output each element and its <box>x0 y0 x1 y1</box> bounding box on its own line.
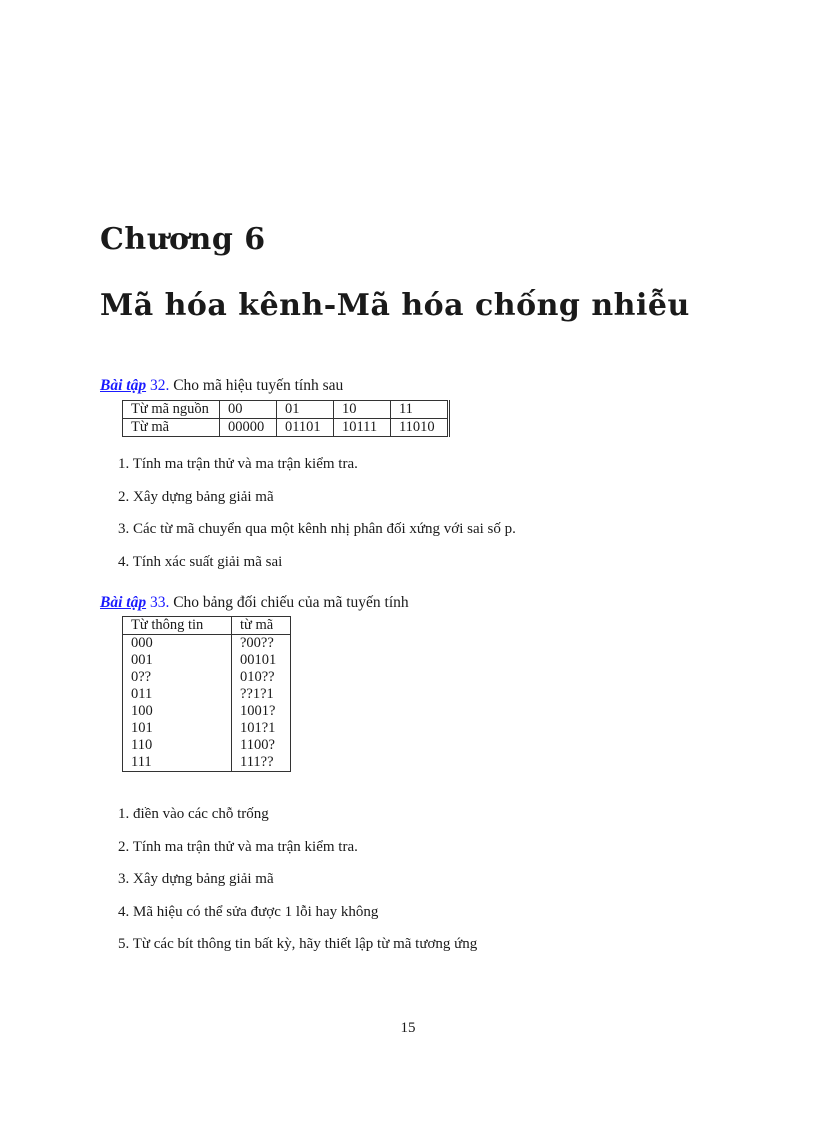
table-row <box>123 737 291 754</box>
exercise-number: 33. <box>149 594 170 611</box>
column-header: từ mã <box>232 617 291 635</box>
table-cell: 111 <box>131 754 152 770</box>
list-item: 4. Tính xác suất giải mã sai <box>118 553 283 570</box>
table-cell: 11010 <box>390 419 448 437</box>
list-item: 3. Các từ mã chuyển qua một kênh nhị phân đối xứng với sai số p. <box>118 521 516 537</box>
page-number: 15 <box>400 1020 416 1036</box>
table-row <box>123 703 291 720</box>
table-cell: 111?? <box>232 754 291 772</box>
table-row <box>123 652 291 669</box>
table-cell: 000 <box>131 635 153 651</box>
table-cell: 11 <box>390 401 448 419</box>
table-cell: 010?? <box>232 669 291 686</box>
chapter-title: Mã hóa kênh-Mã hóa chống nhiễu <box>100 288 690 323</box>
chapter-label: Chương 6 <box>100 222 266 257</box>
table-cell: 00000 <box>219 419 276 437</box>
list-item: 1. điền vào các chỗ trống <box>118 806 269 822</box>
table-cell: 00 <box>219 401 276 419</box>
table-cell: 110 <box>131 737 153 753</box>
table-row <box>123 635 291 653</box>
exercise-label-link[interactable]: Bài tập <box>100 594 147 611</box>
column-header: Từ thông tin <box>123 617 232 635</box>
list-item: 4. Mã hiệu có thể sửa được 1 lỗi hay không <box>118 903 379 920</box>
list-item: 3. Xây dựng bảng giải mã <box>118 871 274 887</box>
table-cell: 1001? <box>232 703 291 720</box>
table-cell: 001 <box>131 652 153 668</box>
table-row <box>123 669 291 686</box>
table-cell: Từ mã <box>123 419 220 437</box>
exercise-text: Cho mã hiệu tuyến tính sau <box>173 377 344 394</box>
table-cell: ??1?1 <box>232 686 291 703</box>
table-header-row <box>123 617 291 635</box>
table-row <box>123 419 449 437</box>
table-cell: 100 <box>131 703 153 719</box>
code-table <box>122 400 450 437</box>
table-cell: Từ mã nguồn <box>123 401 220 419</box>
table-row <box>123 720 291 737</box>
table-cell: 101 <box>131 720 153 736</box>
table-cell: 011 <box>131 686 153 702</box>
list-item: 5. Từ các bít thông tin bất kỳ, hãy thiết lập từ mã tương ứng <box>118 936 478 952</box>
exercise-33-task-list <box>118 806 477 969</box>
list-item: 2. Xây dựng bảng giải mã <box>118 488 274 505</box>
list-item: 1. Tính ma trận thử và ma trận kiểm tra. <box>118 456 358 472</box>
exercise-32-heading <box>100 377 343 395</box>
table-cell: ?00?? <box>232 635 291 653</box>
table-cell: 0?? <box>131 669 152 685</box>
table-cell: 10 <box>333 401 390 419</box>
table-cell: 101?1 <box>232 720 291 737</box>
table-cell: 10111 <box>333 419 390 437</box>
exercise-label-link[interactable]: Bài tập <box>100 377 147 394</box>
table-row <box>123 754 291 772</box>
table-row <box>123 401 449 419</box>
table-row <box>123 686 291 703</box>
table-cell: 01101 <box>276 419 333 437</box>
table-cell: 1100? <box>232 737 291 754</box>
list-item: 2. Tính ma trận thử và ma trận kiểm tra. <box>118 838 358 855</box>
exercise-number: 32. <box>149 377 170 394</box>
table-cell: 00101 <box>232 652 291 669</box>
table-cell: 01 <box>276 401 333 419</box>
codeword-table <box>122 616 291 772</box>
exercise-33-heading <box>100 594 409 612</box>
exercise-32-task-list <box>118 456 516 586</box>
exercise-text: Cho bảng đối chiếu của mã tuyến tính <box>173 594 409 611</box>
